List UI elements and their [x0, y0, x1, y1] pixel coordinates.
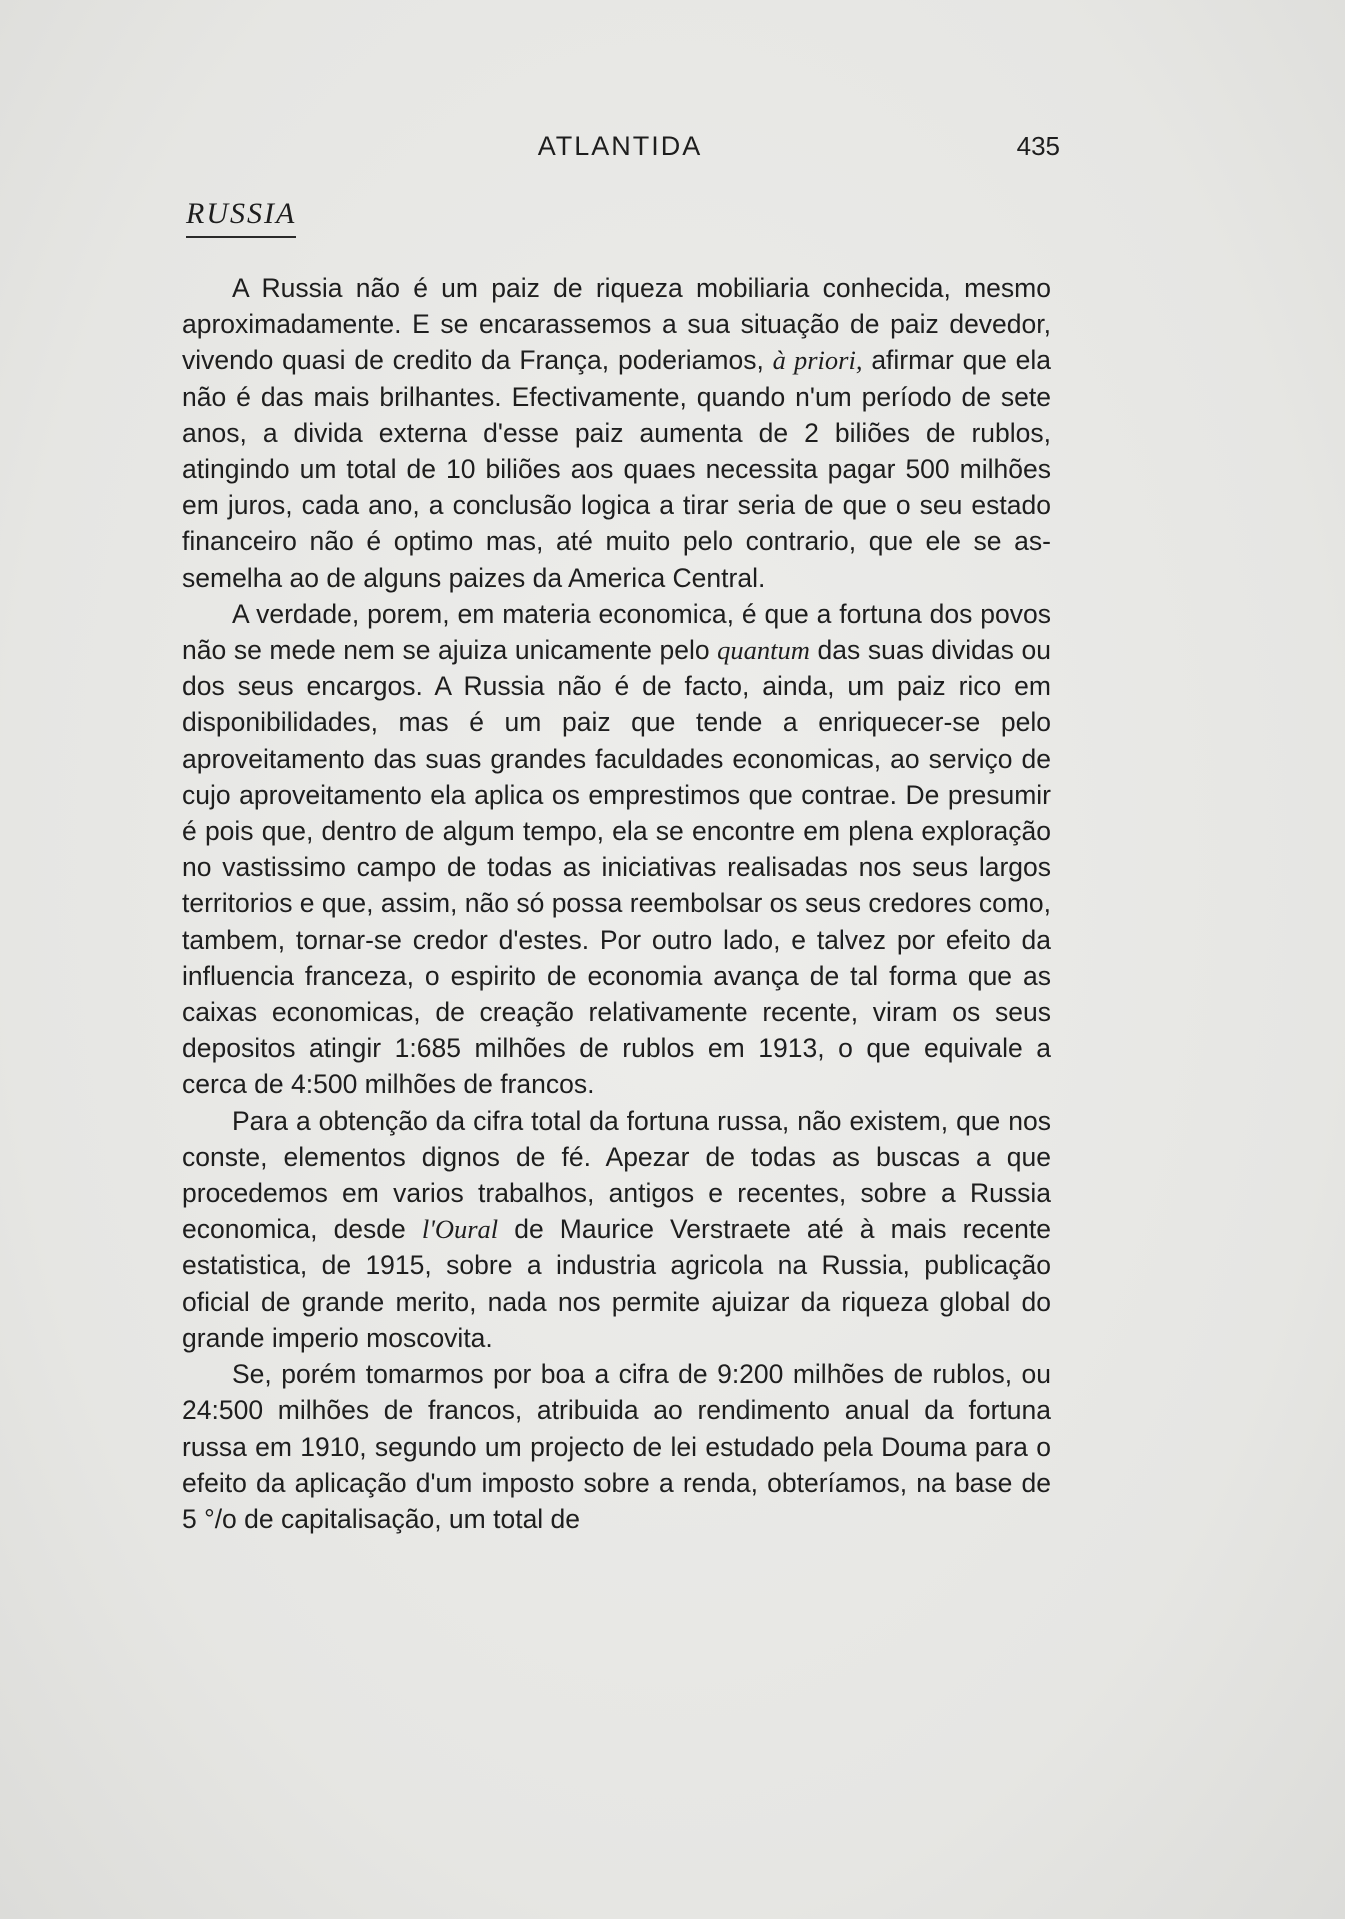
paragraph-2-italic-word: quantum	[717, 635, 810, 666]
running-header	[180, 126, 1060, 166]
paragraph-2	[182, 596, 1051, 1103]
paragraph-2-text-b: das suas dividas ou dos seus encargos. A Russia não é de facto, ainda, um paiz rico em disponibilidades, mas é um paiz que tende a enriquecer-se pelo aproveitamento das suas grandes faculdades economicas, ao serviço de cujo aproveitamento ela aplica os emprestimos que contrae. De presumir é pois que, dentro de algum tempo, ela se encontre em plena exploração no vastissimo campo de todas as iniciativas realisadas nos seus largos territorios e que, assim, não só possa reembolsar os seus credores como, tambem, tornar-se credor d'estes. Por outro lado, e talvez por efeito da influencia franceza, o espirito de economia avança de tal forma que as caixas economicas, de creação relativamente recente, viram os seus depositos atingir 1:685 milhões de rublos em 1913, o que equivale a cerca de 4:500 milhões de francos.	[182, 635, 1052, 1100]
paragraph-1	[182, 270, 1051, 596]
paragraph-3-text-a: Para a obtenção da cifra total da fortuna russa, não existem, que nos conste, elementos dignos de fé. Apezar de todas as buscas a que procedemos em varios trabalhos, antigos e recentes, sobre a Russia economica, desde	[182, 1105, 1051, 1245]
paragraph-2-text-a: A verdade, porem, em materia economica, é que a fortuna dos povos não se mede nem se ajuiza unicamente pelo	[182, 598, 1051, 666]
page-number: 435	[1016, 131, 1060, 161]
paragraph-3	[182, 1103, 1051, 1356]
paragraph-4-text: Se, porém tomarmos por boa a cifra de 9:200 milhões de rublos, ou 24:500 milhões de francos, atribuida ao rendimento anual da fortuna russa em 1910, segundo um projecto de lei estudado pela Douma para o efeito da aplicação d'um imposto sobre a renda, obteríamos, na base de 5 °/o de capitalisação, um total de	[182, 1359, 1051, 1534]
paragraph-1-text-b: afirmar que ela não é das mais brilhantes. Efectivamente, quando n'um período de sete anos, a divida externa d'esse paiz aumenta de 2 biliões de rublos, atingindo um total de 10 biliões aos quaes necessita pagar 500 milhões em juros, cada ano, a conclusão logica a tirar seria de que o seu estado financeiro não é optimo mas, até muito pelo contrario, que ele se assemelha ao de alguns paizes da America Central.	[182, 345, 1051, 593]
paragraph-4	[182, 1356, 1051, 1537]
running-header-title: ATLANTIDA	[537, 131, 703, 161]
paragraph-3-text-b: de Maurice Verstraete até à mais recente estatistica, de 1915, sobre a industria agricola na Russia, publicação oficial de grande merito, nada nos permite ajuizar da riqueza global do grande imperio moscovita.	[182, 1214, 1051, 1353]
paragraph-1-text-a: A Russia não é um paiz de riqueza mobiliaria conhecida, mesmo aproximadamente. E se encarassemos a sua situação de paiz devedor, vivendo quasi de credito da França, poderiamos,	[182, 273, 1051, 376]
section-heading: RUSSIA	[186, 194, 296, 238]
body-text	[182, 270, 1051, 1537]
paragraph-3-italic-title: l'Oural	[421, 1214, 499, 1245]
paragraph-1-italic-phrase: à priori,	[772, 345, 863, 376]
